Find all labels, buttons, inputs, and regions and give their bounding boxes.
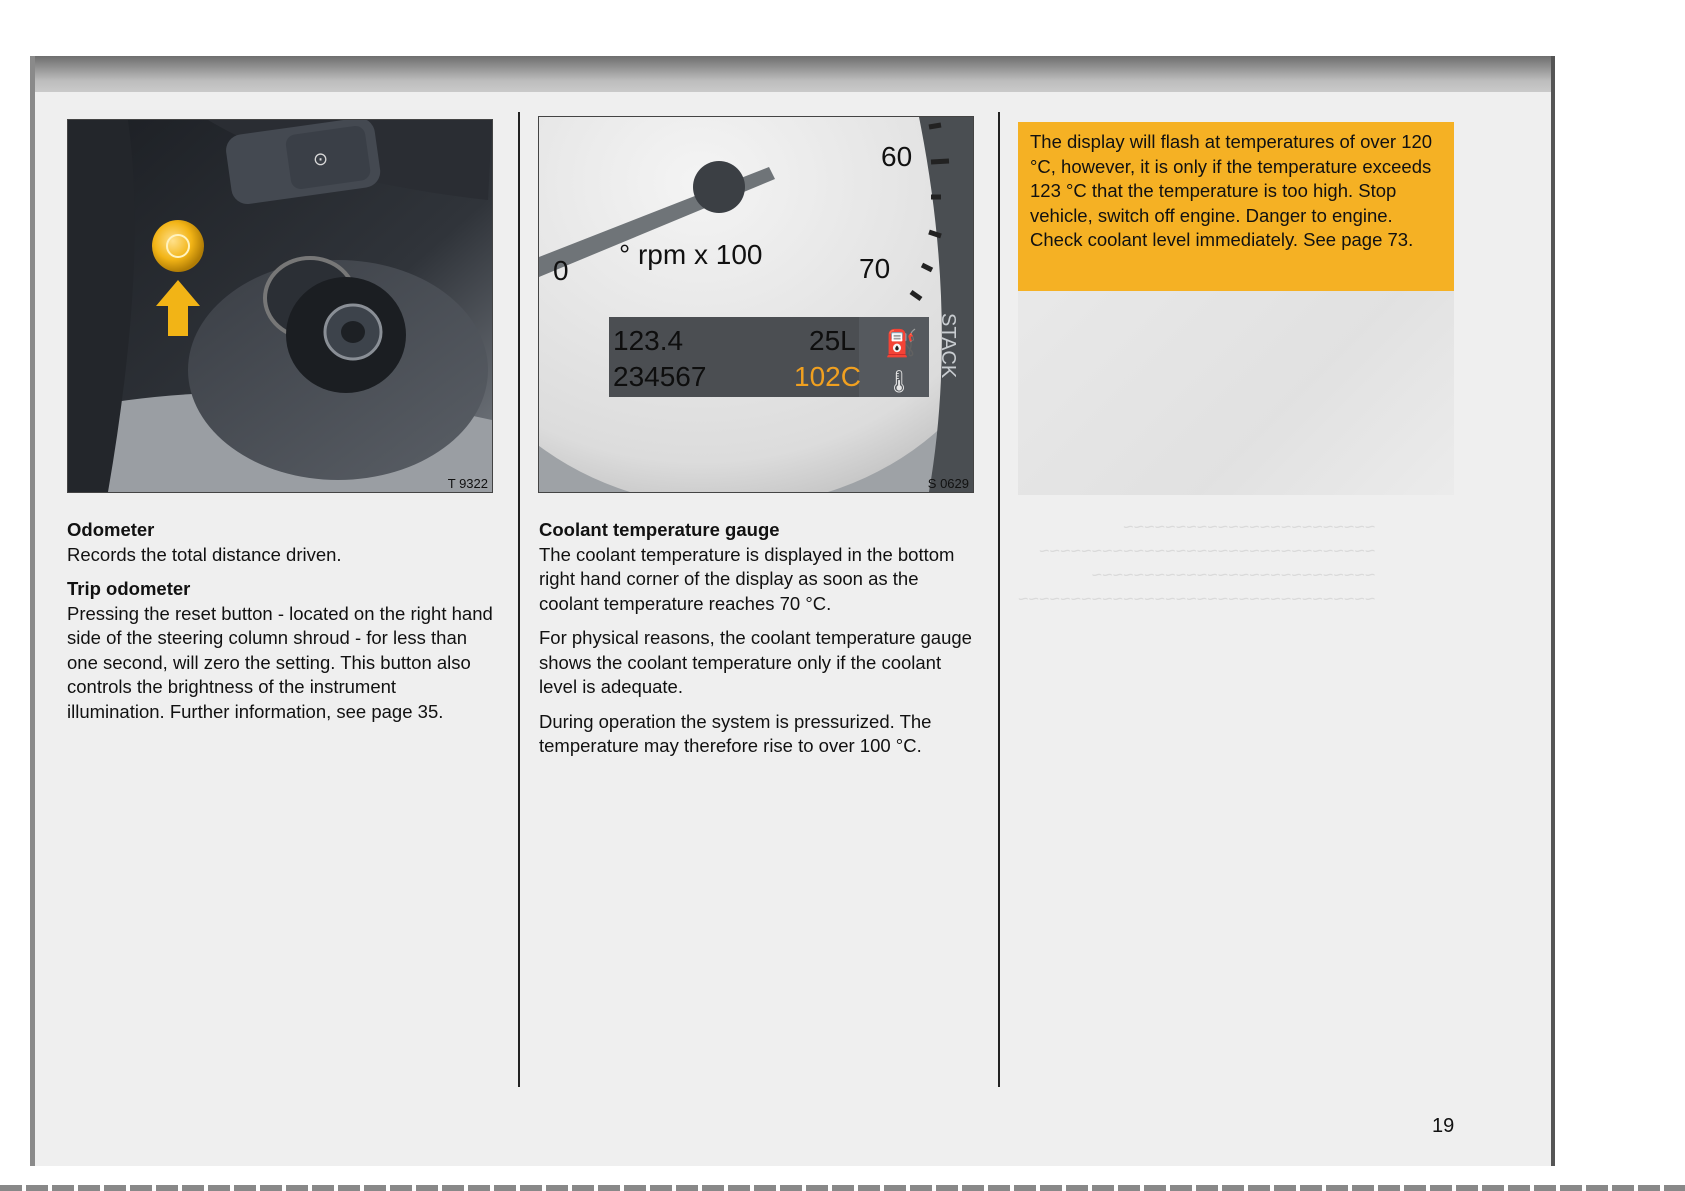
coolant-paragraph-1: The coolant temperature is displayed in the bottom right hand corner of the display as soon as the coolant temperature reaches 70 °C. [539, 543, 955, 614]
photo-code: T 9322 [447, 476, 488, 491]
odometer-heading: Odometer [67, 519, 155, 540]
rpm-label: ° rpm x 100 [619, 239, 763, 270]
trip-readout: 123.4 [613, 325, 684, 356]
instrument-display-photo [538, 116, 974, 493]
coolant-icon: 🌡 [885, 370, 913, 395]
steering-column-illustration [68, 120, 492, 492]
coolant-paragraph-3: During operation the system is pressurized. The temperature may therefore rise to over 100 °C. [539, 710, 932, 756]
column-rule-1 [518, 112, 520, 1087]
scan-edge-right [1551, 56, 1555, 1166]
coolant-temp-readout: 102C [794, 361, 861, 392]
svg-text:⊙: ⊙ [313, 149, 329, 170]
show-through-image [1018, 290, 1454, 495]
odometer-readout: 234567 [613, 361, 707, 392]
reset-button-highlight [152, 220, 204, 272]
trip-odometer-description: Pressing the reset button - located on the right hand side of the steering column shroud - for less than one second, will zero the setting. This button also controls the brightness of the instrument illumination. Further information, see page 35. [67, 602, 493, 722]
fuel-icon: ⛽ [885, 329, 918, 359]
dial-label-60: 60 [881, 141, 913, 172]
steering-column-photo [67, 119, 493, 493]
warning-box [1018, 122, 1454, 291]
scan-edge-left [30, 56, 35, 1166]
odometer-description: Records the total distance driven. [67, 543, 342, 565]
middle-column-text [539, 518, 974, 759]
photo-code: S 0629 [927, 476, 969, 491]
page-number: 19 [1432, 1115, 1455, 1137]
coolant-paragraph-2: For physical reasons, the coolant temperature gauge shows the coolant temperature only if the coolant level is adequate. [539, 627, 972, 697]
stack-label: STACK [937, 313, 959, 379]
trip-odometer-heading: Trip odometer [67, 578, 191, 599]
left-column-text [67, 518, 497, 724]
warning-text: The display will flash at temperatures of over 120 °C, however, it is only if the temperature exceeds 123 °C that the temperature is too high. Stop vehicle, switch off engine. Danger to engine. Check coolant level immediately. See page 73. [1030, 131, 1433, 250]
scan-edge-bottom [0, 1185, 1685, 1191]
column-rule-2 [998, 112, 1000, 1087]
show-through-text: ~~~~~~~~~~~~~~~~~~~~~~~~ ~~~~~~~~~~~~~~~~~~~~~~~~~~~~~~~~ ~~~~~~~~~~~~~~~~~~~~~~~~~~~ ~~~~~~~~~~~~~~~~~~~~~~~~~~~~~~~~~~ [1018, 517, 1376, 609]
coolant-heading: Coolant temperature gauge [539, 519, 780, 540]
tachometer-illustration [539, 117, 973, 492]
dial-label-70: 70 [859, 253, 891, 284]
fuel-readout: 25L [809, 325, 856, 356]
dial-label-0: 0 [553, 255, 569, 286]
